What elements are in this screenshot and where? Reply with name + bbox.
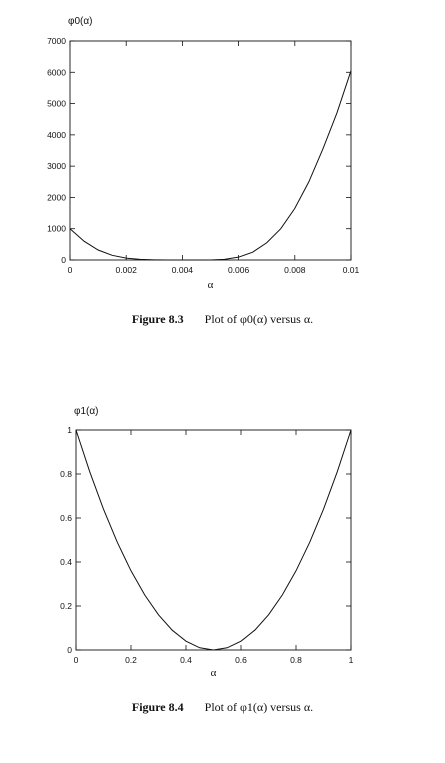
y-tick-label: 7000 xyxy=(47,36,66,46)
x-tick-label: 0.006 xyxy=(227,265,250,275)
caption-figure-number: Figure 8.4 xyxy=(131,700,184,714)
y-tick-label: 0.2 xyxy=(60,601,72,611)
x-tick-label: 0 xyxy=(67,265,73,275)
caption-figure-number: Figure 8.3 xyxy=(131,312,184,326)
figure-8-4-caption xyxy=(0,700,445,715)
y-tick-label: 0.6 xyxy=(60,513,72,523)
y-tick-label: 0.4 xyxy=(60,557,72,567)
y-tick-label: 1 xyxy=(67,425,72,435)
y-axis-label: φ1(α) xyxy=(74,406,99,417)
y-tick-label: 1000 xyxy=(47,223,66,234)
y-tick-label: 0.8 xyxy=(60,469,72,479)
y-tick-label: 0 xyxy=(61,255,66,265)
x-axis-label: α xyxy=(210,667,217,679)
x-axis-label: α xyxy=(207,279,214,291)
x-tick-label: 0.002 xyxy=(115,265,137,275)
y-axis-label: φ0(α) xyxy=(68,16,93,27)
y-tick-label: 0 xyxy=(67,645,72,655)
x-tick-label: 0.004 xyxy=(171,265,194,275)
y-tick-label: 6000 xyxy=(47,67,66,78)
y-tick-label: 5000 xyxy=(47,98,66,109)
x-tick-label: 0.4 xyxy=(180,655,192,665)
caption-text: Plot of φ1(α) versus α. xyxy=(204,700,314,714)
x-tick-label: 0.01 xyxy=(342,265,360,275)
y-tick-label: 3000 xyxy=(47,161,66,172)
y-tick-label: 4000 xyxy=(47,129,66,140)
caption-text: Plot of φ0(α) versus α. xyxy=(204,312,314,326)
figure-8-3-caption xyxy=(0,312,445,327)
x-tick-label: 1 xyxy=(348,655,354,665)
series-line xyxy=(70,71,351,260)
x-tick-label: 0 xyxy=(73,655,79,665)
x-tick-label: 0.008 xyxy=(284,265,306,275)
x-tick-label: 0.2 xyxy=(125,655,137,665)
x-tick-label: 0.8 xyxy=(290,655,302,665)
x-tick-label: 0.6 xyxy=(235,655,247,665)
phi0-chart xyxy=(0,0,445,300)
y-tick-label: 2000 xyxy=(47,192,66,203)
series-line xyxy=(76,430,351,650)
plot-frame xyxy=(76,430,351,650)
phi1-chart xyxy=(0,398,445,698)
plot-frame xyxy=(70,41,351,260)
